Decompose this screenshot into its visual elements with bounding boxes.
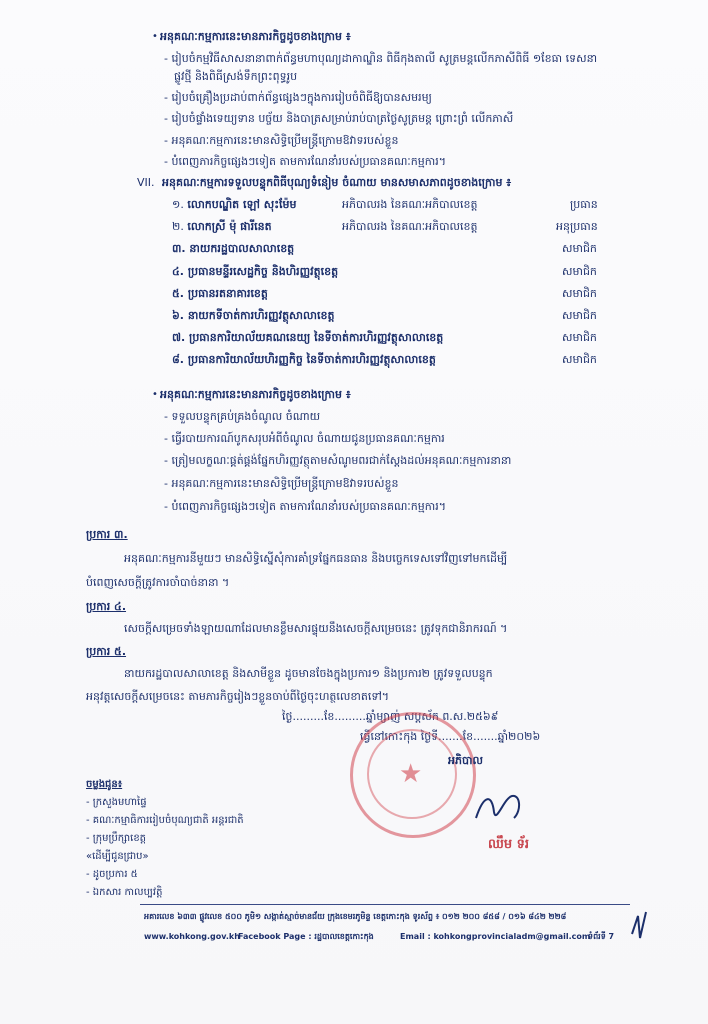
section7-heading: អនុគណៈកម្មការទទួលបន្ទុកពិធីបុណ្យទំនៀម ចំណាយ មានសមាសភាពដូចខាងក្រោម ៖ — [162, 176, 512, 189]
recipient-item: - ឯកសារ កាលប្បវត្តិ — [86, 887, 163, 898]
group2-duty-4: - អនុគណៈកម្មការនេះមានសិទ្ធិប្រើមន្ត្រីក្រោមឱវាទរបស់ខ្លួន — [164, 477, 399, 490]
recipient-item: - ក្រសួងមហាផ្ទៃ — [86, 797, 147, 808]
member-row: ៧. ប្រធានការិយាល័យគណនេយ្យ នៃទីចាត់ការហិរញ្ញវត្ថុសាលាខេត្ត — [172, 331, 444, 344]
member-role: សមាជិក — [562, 242, 597, 255]
article-5-label: ប្រការ ៥. — [86, 645, 127, 658]
footer-address: អគារលេខ ៦៣៣ ផ្លូវលេខ ៥០០ ភូមិ១ សង្កាត់ស្មាច់មានជ័យ ក្រុងខេមរភូមិន្ទ ខេត្តកោះកុង ទូរស័ព្ទ ៖ ០១២ ២០០ ៨៥៨ / ០១៦ ៨៤២ ២២៨ — [144, 912, 567, 921]
article-4-text: សេចក្តីសម្រេចទាំងឡាយណាដែលមានខ្លឹមសារផ្ទុយនឹងសេចក្តីសម្រេចនេះ ត្រូវទុកជានិរាករណ៍ ។ — [124, 622, 508, 635]
article-3-label: ប្រការ ៣. — [86, 528, 128, 541]
signature-mark — [470, 788, 530, 828]
solar-date: ធ្វើនៅកោះកុង ថ្ងៃទី.......ខែ.......ឆ្នាំ២០២៦ — [360, 730, 541, 743]
group2-duty-2: - ធ្វើរបាយការណ៍បូកសរុបអំពីចំណូល ចំណាយជូនប្រធានគណៈកម្មការ — [164, 432, 445, 445]
section7-number: VII. — [137, 176, 155, 189]
footer-facebook[interactable]: Facebook Page : រដ្ឋបាលខេត្តកោះកុង — [238, 932, 374, 941]
member-row: ៥. ប្រធានរតនាគារខេត្ត — [172, 287, 268, 300]
member-role: សមាជិក — [562, 287, 597, 300]
footer-email[interactable]: Email : kohkongprovincialadm@gmail.com — [400, 932, 591, 941]
group2-duty-5: - បំពេញភារកិច្ចផ្សេងៗទៀត តាមការណែនាំរបស់ប្រធានគណៈកម្មការ។ — [164, 500, 446, 513]
member-row: ៨. ប្រធានការិយាល័យហិរញ្ញកិច្ច នៃទីចាត់ការហិរញ្ញវត្ថុសាលាខេត្ត — [172, 353, 436, 366]
group2-duty-3: - ត្រៀមលក្ខណៈផ្គត់ផ្គង់ផ្នែកហិរញ្ញវត្ថុតាមសំណូមពរជាក់ស្តែងដល់អនុគណៈកម្មការនានា — [164, 454, 512, 467]
article-4-label: ប្រការ ៤. — [86, 600, 127, 613]
member-row: ១. លោកបណ្ឌិត ឡៅ សុះម៉ែម — [172, 198, 297, 211]
bullet-icon: • — [152, 389, 158, 400]
group1-duty-1: - រៀបចំកម្មវិធីសាសនានាពាក់ព័ន្ធមហាបុណ្យដាកាណ្ឌិន ពិធីកុងតាលី សូត្រមន្តលើកភាសីពិធី ១ខែធា ទេសនា — [164, 52, 598, 65]
group1-duty-3: - រៀបចំផ្ទាំងទេយ្យទាន បច្ច័យ និងបាត្រសម្រាប់រាប់បាត្រថ្ងៃសូត្រមន្ត ព្រោះព្រំ លើកភាសី — [164, 112, 514, 125]
footer-website[interactable]: www.kohkong.gov.kh — [144, 932, 240, 941]
signer-name: ឈឹម ទ័រ — [488, 837, 530, 852]
recipient-item: - ដូចប្រការ ៥ — [86, 869, 138, 880]
signer-title: អភិបាល — [448, 754, 483, 767]
official-seal — [350, 712, 476, 838]
group1-heading: អនុគណៈកម្មការនេះមានភារកិច្ចដូចខាងក្រោម ៖ — [160, 30, 351, 43]
group1-duty-2: - រៀបចំគ្រឿងប្រដាប់ពាក់ព័ន្ធផ្សេងៗក្នុងការរៀបចំពិធីឱ្យបានសមរម្យ — [164, 91, 432, 104]
group2-duty-1: - ទទួលបន្ទុកគ្រប់គ្រងចំណូល ចំណាយ — [164, 410, 321, 423]
member-role: សមាជិក — [562, 309, 597, 322]
star-icon: ★ — [399, 759, 423, 789]
member-role: សមាជិក — [562, 265, 597, 278]
recipients-heading: ចម្លងជូន៖ — [86, 779, 123, 790]
article-5-text: នាយករដ្ឋបាលសាលាខេត្ត និងសាមីខ្លួន ដូចមានចែងក្នុងប្រការ១ និងប្រការ២ ត្រូវទទួលបន្ទុក — [124, 667, 493, 680]
recipient-item: «ដើម្បីជូនជ្រាប» — [86, 851, 149, 862]
bullet-icon: • — [152, 31, 158, 42]
member-row: ២. លោកស្រី ម៉ុ ផារីនេត — [172, 220, 272, 233]
member-role: សមាជិក — [562, 353, 597, 366]
group1-duty-4: - អនុគណៈកម្មការនេះមានសិទ្ធិប្រើមន្ត្រីក្រោមឱវាទរបស់ខ្លួន — [164, 134, 399, 147]
member-title: អភិបាលរង នៃគណៈអភិបាលខេត្ត — [342, 198, 478, 211]
group1-duty-5: - បំពេញភារកិច្ចផ្សេងៗទៀត តាមការណែនាំរបស់ប្រធានគណៈកម្មការ។ — [164, 155, 446, 168]
initial-mark — [628, 908, 650, 942]
member-row: ៣. នាយករដ្ឋបាលសាលាខេត្ត — [172, 242, 295, 255]
member-role: ប្រធាន — [570, 198, 598, 211]
group1-duty-1-cont: ផ្លូវថ្មី និងពិធីស្រង់ទឹកព្រះពុទ្ធរូប — [174, 70, 298, 83]
member-row: ៦. នាយកទីចាត់ការហិរញ្ញវត្ថុសាលាខេត្ត — [172, 309, 335, 322]
member-row: ៤. ប្រធានមន្ទីរសេដ្ឋកិច្ច និងហិរញ្ញវត្ថុខេត្ត — [172, 265, 339, 278]
page-number: ទំព័រទី 7 — [588, 932, 615, 941]
recipient-item: - គណៈកម្មាធិការរៀបចំបុណ្យជាតិ អន្តរជាតិ — [86, 815, 244, 826]
group2-heading: អនុគណៈកម្មការនេះមានភារកិច្ចដូចខាងក្រោម ៖ — [160, 388, 351, 401]
lunar-date: ថ្ងៃ.........ខែ.........ឆ្នាំម្សាញ់ សប្តស័ក ព.ស.២៥៦៩ — [282, 710, 499, 723]
article-3-text-cont: បំពេញសេចក្តីត្រូវការចាំបាច់នានា ។ — [86, 576, 230, 589]
article-5-text-cont: អនុវត្តសេចក្តីសម្រេចនេះ តាមភារកិច្ចរៀងៗខ្លួនចាប់ពីថ្ងៃចុះហត្ថលេខាតទៅ។ — [86, 690, 390, 703]
footer-rule — [140, 904, 630, 905]
recipient-item: - ក្រុមប្រឹក្សាខេត្ត — [86, 833, 147, 844]
article-3-text: អនុគណៈកម្មការនីមួយៗ មានសិទ្ធិស្នើសុំការគាំទ្រផ្នែកធនធាន និងបច្ចេកទេសទៅវិញទៅមកដើម្បី — [124, 552, 508, 565]
member-title: អភិបាលរង នៃគណៈអភិបាលខេត្ត — [342, 220, 478, 233]
member-role: សមាជិក — [562, 331, 597, 344]
member-role: អនុប្រធាន — [556, 220, 598, 233]
